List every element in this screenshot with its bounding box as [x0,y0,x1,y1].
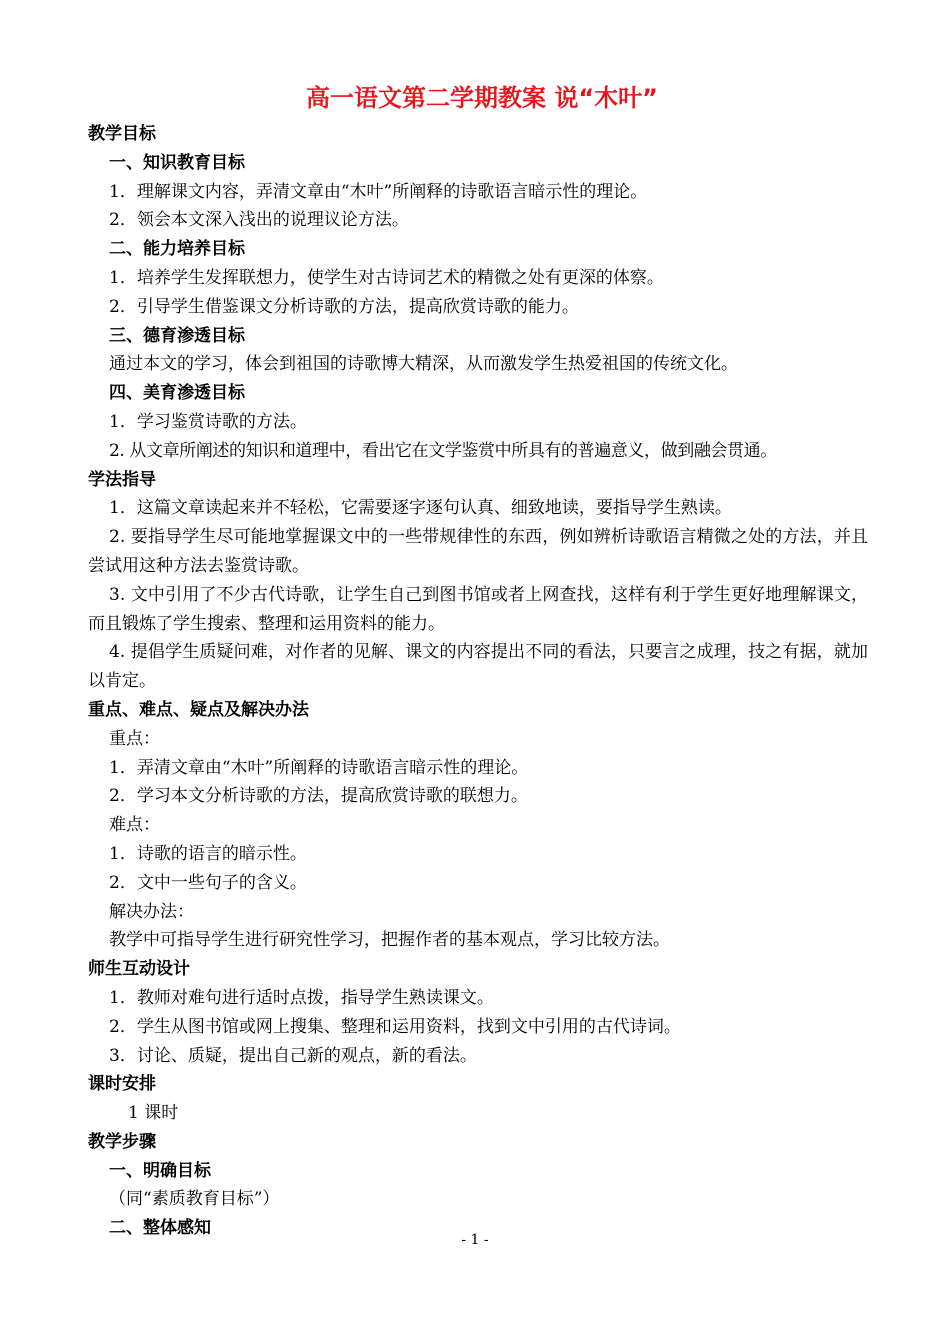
paragraph: 1．诗歌的语言的暗示性。 [109,843,307,864]
paragraph: 1．理解课文内容，弄清文章由“木叶”所阐释的诗歌语言暗示性的理论。 [109,181,648,202]
heading-schedule: 课时安排 [88,1074,156,1095]
subheading-step-1: 一、明确目标 [109,1160,211,1181]
subheading-moral-goals: 三、德育渗透目标 [109,325,245,346]
paragraph: 3．讨论、质疑，提出自己新的观点，新的看法。 [109,1045,477,1066]
paragraph: 1．培养学生发挥联想力，使学生对古诗词艺术的精微之处有更深的体察。 [109,267,664,288]
paragraph: 教学中可指导学生进行研究性学习，把握作者的基本观点，学习比较方法。 [109,930,670,951]
heading-teaching-goals: 教学目标 [88,124,156,144]
heading-interaction: 师生互动设计 [88,959,190,980]
label-solution: 解决办法： [109,901,194,922]
paragraph: 2. 从文章所阐述的知识和道理中，看出它在文学鉴赏中所具有的普遍意义，做到融会贯通。 [109,440,777,461]
paragraph: 2．引导学生借鉴课文分析诗歌的方法，提高欣赏诗歌的能力。 [109,296,579,317]
paragraph: 2．学习本文分析诗歌的方法，提高欣赏诗歌的联想力。 [109,786,528,807]
paragraph: 通过本文的学习，体会到祖国的诗歌博大精深，从而激发学生热爱祖国的传统文化。 [109,354,738,375]
paragraph: 2．领会本文深入浅出的说理议论方法。 [109,210,409,231]
label-key: 重点： [109,728,160,749]
subheading-aesthetic-goals: 四、美育渗透目标 [109,383,245,404]
subheading-knowledge-goals: 一、知识教育目标 [109,152,245,173]
paragraph: （同“素质教育目标”） [109,1189,280,1210]
paragraph-wrapped: 2. 要指导学生尽可能地掌握课文中的一些带规律性的东西，例如辨析诗歌语言精微之处的方法，并且尝试用这种方法去鉴赏诗歌。 [88,527,868,576]
paragraph: 1 课时 [128,1103,179,1124]
paragraph: 1．教师对难句进行适时点拨，指导学生熟读课文。 [109,987,494,1008]
paragraph-wrapped: 4. 提倡学生质疑问难，对作者的见解、课文的内容提出不同的看法，只要言之成理，技之有据，就加以肯定。 [88,642,868,692]
heading-study-method: 学法指导 [88,469,156,490]
label-difficult: 难点： [109,815,160,836]
paragraph: 1．弄清文章由“木叶”所阐释的诗歌语言暗示性的理论。 [109,757,529,778]
subheading-ability-goals: 二、能力培养目标 [109,239,245,260]
paragraph-wrapped: 3. 文中引用了不少古代诗歌，让学生自己到图书馆或者上网查找，这样有利于学生更好地理解课文，而且锻炼了学生搜索、整理和运用资料的能力。 [88,584,868,634]
paragraph: 1．这篇文章读起来并不轻松，它需要逐字逐句认真、细致地读，要指导学生熟读。 [109,498,732,519]
paragraph: 1．学习鉴赏诗歌的方法。 [109,411,307,432]
subheading-step-2: 二、整体感知 [109,1218,211,1239]
document-page [88,78,868,1243]
paragraph: 2．学生从图书馆或网上搜集、整理和运用资料，找到文中引用的古代诗词。 [109,1016,681,1037]
paragraph: 2．文中一些句子的含义。 [109,872,307,893]
heading-teaching-steps: 教学步骤 [88,1131,156,1152]
document-title: 高一语文第二学期教案 说“木叶” [306,84,658,112]
page-number: - 1 - [461,1232,489,1248]
heading-key-points: 重点、难点、疑点及解决办法 [88,699,309,720]
